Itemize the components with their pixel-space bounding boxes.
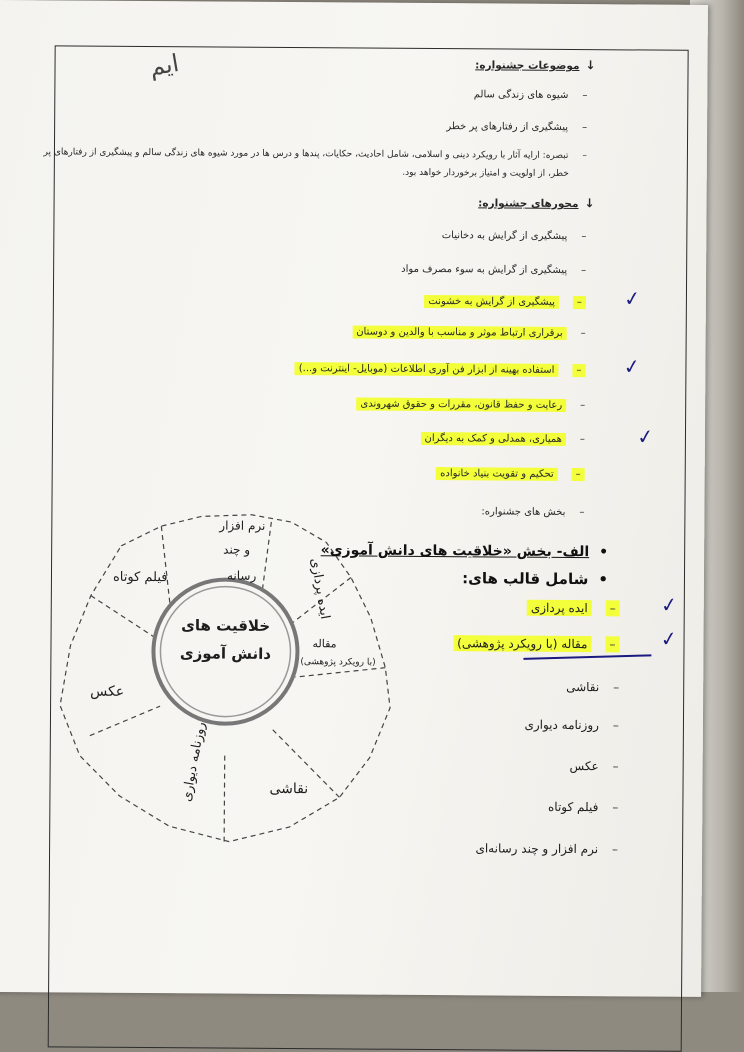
format-item: –فیلم کوتاه <box>548 799 619 815</box>
dash-icon: – <box>580 328 586 340</box>
creativity-diagram <box>49 495 412 858</box>
dash-icon: – <box>606 600 620 616</box>
diagram-article: مقاله <box>312 637 337 651</box>
sections-label: –بخش های جشنواره: <box>481 506 585 519</box>
dash-icon: – <box>579 434 585 446</box>
part-a-title: •الف- بخش «خلاقیت های دانش آموزی» <box>320 542 609 561</box>
diagram-newspaper: روزنامه دیواری <box>179 720 209 803</box>
dash-icon: – <box>612 800 619 815</box>
handwritten-note: ایم <box>147 48 182 82</box>
check-mark-icon: ✓ <box>635 423 656 450</box>
formats-heading: •شامل قالب های: <box>462 569 609 589</box>
diagram-film: فیلم کوتاه <box>112 569 168 586</box>
topics-heading: ↓موضوعات جشنواره: <box>475 58 596 73</box>
format-item: –مقاله (با رویکرد پژوهشی) <box>453 635 619 652</box>
dash-icon: – <box>605 636 619 652</box>
axis-item: –همیاری، همدلی و کمک به دیگران <box>420 433 585 445</box>
dash-icon: – <box>582 122 588 134</box>
axis-item: –تحکیم و تقویت بنیاد خانواده <box>436 467 585 481</box>
check-mark-icon: ✓ <box>622 285 643 312</box>
format-item: –نرم افزار و چند رسانه‌ای <box>475 841 619 857</box>
format-item: –روزنامه دیواری <box>524 717 620 733</box>
dash-icon: – <box>581 265 587 277</box>
topic-item: –پیشگیری از رفتارهای پر خطر <box>446 121 588 134</box>
dash-icon: – <box>572 364 585 377</box>
dash-icon: – <box>580 400 586 412</box>
dash-icon: – <box>581 231 587 243</box>
check-mark-icon: ✓ <box>659 625 679 652</box>
diagram-painting: نقاشی <box>269 780 309 798</box>
dash-icon: – <box>612 842 619 857</box>
axis-item: –رعایت و حفظ قانون، مقررات و حقوق شهروندی <box>356 398 585 411</box>
topic-item: –شیوه های زندگی سالم <box>473 89 588 102</box>
dash-icon: – <box>612 718 620 733</box>
diagram-software-line1: نرم افزار <box>219 518 266 533</box>
dash-icon: – <box>612 759 619 774</box>
check-mark-icon: ✓ <box>659 591 680 618</box>
axis-item: –پیشگیری از گرایش به دخانیات <box>441 230 587 243</box>
format-item: –ایده پردازی <box>527 600 620 617</box>
diagram-center-line2: دانش آموزی <box>179 644 272 663</box>
axis-item: –پیشگیری از گرایش به سوء مصرف مواد <box>401 263 587 277</box>
check-mark-icon: ✓ <box>621 353 642 380</box>
dash-icon: – <box>582 90 588 102</box>
diagram-photo: عکس <box>90 683 125 700</box>
down-arrow-icon: ↓ <box>585 58 596 73</box>
axis-item: –برقراری ارتباط موثر و مناسب با والدین و دوستان <box>352 326 586 339</box>
dash-icon: – <box>579 507 585 519</box>
diagram-software-line3: رسانه <box>226 568 257 583</box>
diagram-idea: ایده پردازی <box>307 557 333 621</box>
dash-icon: – <box>573 296 586 309</box>
topics-note-line1: –تبصره: ارایه آثار با رویکرد دینی و اسلامی، شامل احادیث، حکایات، پندها و درس ها در مورد شیوه های زندگی سالم و پیشگیری از رفتارهای پر <box>43 147 587 162</box>
topics-note-line2: خطر، از اولویت و امتیاز برخوردار خواهد بود. <box>402 167 569 179</box>
dash-icon: – <box>582 151 587 162</box>
axis-item: –استفاده بهینه از ابزار فن آوری اطلاعات (موبایل- اینترنت و...) <box>295 362 586 377</box>
down-arrow-icon: ↓ <box>584 196 595 211</box>
axes-heading: ↓محورهای جشنواره: <box>478 196 595 211</box>
axis-item: –پیشگیری از گرایش به خشونت <box>424 295 586 309</box>
format-item: –عکس <box>569 758 619 774</box>
dash-icon: – <box>572 468 585 481</box>
dash-icon: – <box>613 680 620 695</box>
diagram-software-line2: و چند <box>223 542 251 557</box>
diagram-article-sub: (با رویکرد پژوهشی) <box>300 657 376 668</box>
format-item: –نقاشی <box>566 679 620 695</box>
diagram-center-line1: خلاقیت های <box>181 616 271 635</box>
